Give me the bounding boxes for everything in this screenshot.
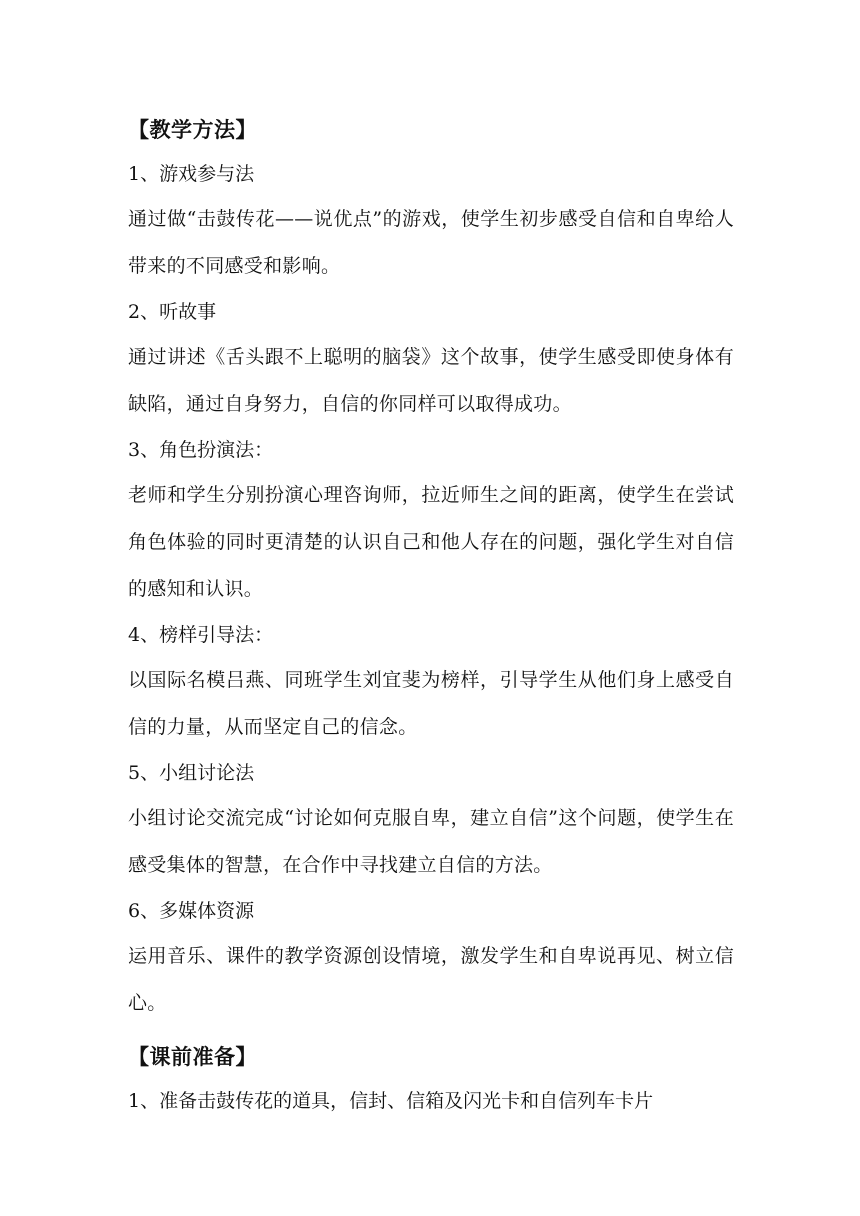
- section-heading-preparation: 【课前准备】: [128, 1045, 257, 1069]
- method-body-4: 以国际名模吕燕、同班学生刘宜斐为榜样，引导学生从他们身上感受自信的力量，从而坚定自己的信念。: [128, 669, 734, 738]
- document-content: [128, 112, 734, 1119]
- method-body-1: 通过做“击鼓传花——说优点”的游戏，使学生初步感受自信和自卑给人带来的不同感受和影响。: [128, 208, 734, 277]
- method-title-2: 2、听故事: [128, 301, 217, 323]
- method-body-6: 运用音乐、课件的教学资源创设情境，激发学生和自卑说再见、树立信心。: [128, 945, 734, 1014]
- preparation-item-1: 1、准备击鼓传花的道具，信封、信箱及闪光卡和自信列车卡片: [128, 1090, 654, 1112]
- method-title-3: 3、角色扮演法：: [128, 439, 274, 461]
- method-title-4: 4、榜样引导法：: [128, 624, 274, 646]
- method-title-5: 5、小组讨论法: [128, 762, 255, 784]
- method-body-2: 通过讲述《舌头跟不上聪明的脑袋》这个故事，使学生感受即使身体有缺陷，通过自身努力，自信的你同样可以取得成功。: [128, 346, 734, 415]
- method-title-6: 6、多媒体资源: [128, 900, 255, 922]
- method-body-3: 老师和学生分别扮演心理咨询师，拉近师生之间的距离，使学生在尝试角色体验的同时更清楚的认识自己和他人存在的问题，强化学生对自信的感知和认识。: [128, 484, 734, 600]
- method-body-5: 小组讨论交流完成“讨论如何克服自卑，建立自信”这个问题，使学生在感受集体的智慧，在合作中寻找建立自信的方法。: [128, 807, 734, 876]
- method-title-1: 1、游戏参与法: [128, 163, 255, 185]
- section-heading-teaching-methods: 【教学方法】: [128, 118, 257, 142]
